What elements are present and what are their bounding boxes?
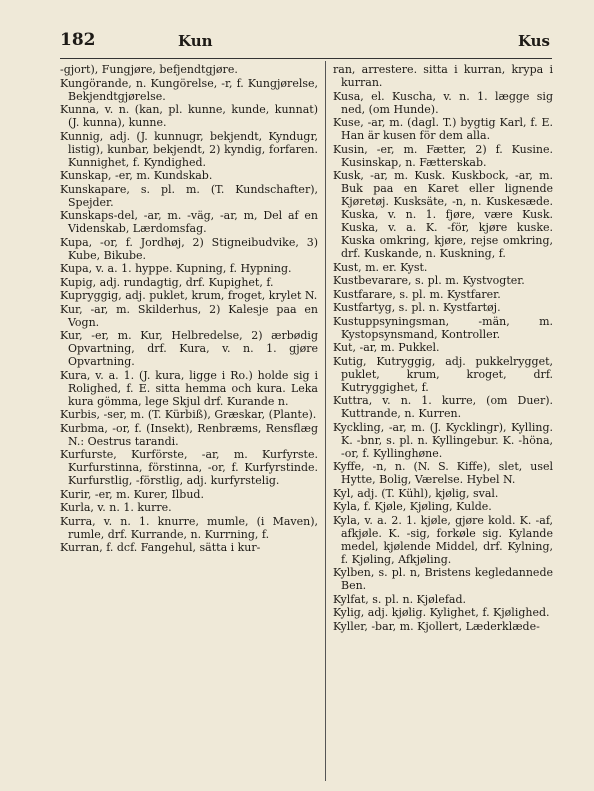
- dictionary-entry: Kylig, adj. kjølig. Kylighet, f. Kjølighed.: [333, 606, 550, 619]
- dictionary-entry: Kurbma, -or, f. (Insekt), Renbræms, Rensflæg N.: Oestrus tarandi.: [60, 421, 318, 448]
- dictionary-entry: Kustbevarare, s. pl. m. Kystvogter.: [333, 274, 525, 287]
- dictionary-entry: Kurbis, -ser, m. (T. Kürbiß), Græskar, (Plante).: [60, 408, 317, 421]
- dictionary-entry: Kusa, el. Kuscha, v. n. 1. lægge sig ned, (om Hunde).: [333, 89, 553, 116]
- dictionary-entry: Kuse, -ar, m. (dagl. T.) bygtig Karl, f. E. Han är kusen för dem alla.: [333, 116, 553, 142]
- dictionary-entry: Kupa, v. a. 1. hyppe. Kupning, f. Hypning.: [60, 262, 292, 275]
- page-number: 182: [60, 30, 96, 50]
- dictionary-entry: Kyl, adj. (T. Kühl), kjølig, sval.: [333, 486, 499, 500]
- dictionary-entry: Kurir, -er, m. Kurer, Ilbud.: [60, 487, 204, 501]
- dictionary-entry: Kur, -er, m. Kur, Helbredelse, 2) ærbødig Opvartning, drf. Kura, v. n. 1. gjøre Opvartning.: [60, 329, 318, 368]
- dictionary-entry: Kustfartyg, s. pl. n. Kystfartøj.: [333, 301, 501, 314]
- dictionary-entry: Kylben, s. pl. n, Bristens kegledannede Ben.: [333, 566, 553, 592]
- dictionary-entry: Kustuppsyningsman, -män, m. Kystopsynsmand, Kontroller.: [333, 314, 553, 341]
- dictionary-entry: Kyckling, -ar, m. (J. Kycklingr), Kylling. K. -bnr, s. pl. n. Kyllingebur. K. -höna, -or, f. Kyllinghøne.: [333, 420, 553, 460]
- dictionary-entry: Kupig, adj. rundagtig, drf. Kupighet, f.: [60, 275, 274, 289]
- dictionary-entry: Kut, -ar, m. Pukkel.: [333, 341, 440, 354]
- guide-word-left: Kun: [178, 32, 213, 50]
- dictionary-entry: Kunna, v. n. (kan, pl. kunne, kunde, kunnat) (J. kunna), kunne.: [60, 103, 318, 129]
- dictionary-entry: Kyffe, -n, n. (N. S. Kiffe), slet, usel Hytte, Bolig, Værelse. Hybel N.: [333, 460, 553, 486]
- dictionary-entry: Kunnig, adj. (J. kunnugr, bekjendt, Kyndugr, listig), kunbar, bekjendt, 2) kyndig, forfaren. Kunnighet, f. Kyndighed.: [60, 129, 318, 169]
- dictionary-entry: Kunskapare, s. pl. m. (T. Kundschafter), Spejder.: [60, 182, 318, 209]
- dictionary-entry: Kupa, -or, f. Jordhøj, 2) Stigneibudvike, 3) Kube, Bikube.: [60, 235, 318, 262]
- dictionary-entry: ran, arrestere. sitta i kurran, krypa i kurran.: [333, 63, 553, 89]
- header-rule: [60, 58, 552, 59]
- dictionary-entry: Kustfarare, s. pl. m. Kystfarer.: [333, 287, 501, 301]
- dictionary-entry: Kylfat, s. pl. n. Kjølefad.: [333, 592, 467, 606]
- page-header: [60, 30, 550, 54]
- dictionary-entry: Kur, -ar, m. Skilderhus, 2) Kalesje paa en Vogn.: [60, 302, 318, 329]
- dictionary-entry: Kuttra, v. n. 1. kurre, (om Duer). Kuttrande, n. Kurren.: [333, 394, 553, 420]
- dictionary-entry: Kura, v. a. 1. (J. kura, ligge i Ro.) holde sig i Rolighed, f. E. sitta hemma och kura. Leka kura gömma, lege Skjul drf. Kurande n.: [60, 368, 318, 408]
- column-divider: [325, 61, 326, 781]
- dictionary-entry: Kusin, -er, m. Fætter, 2) f. Kusine. Kusinskap, n. Fætterskab.: [333, 142, 553, 169]
- dictionary-entry: Kyla, v. a. 2. 1. kjøle, gjøre kold. K. -af, afkjøle. K. -sig, forkøle sig. Kylande medel, kjølende Middel, drf. Kylning, f. Kjøling, Afkjøling.: [333, 513, 553, 566]
- dictionary-entry: Kurfurste, Kurförste, -ar, m. Kurfyrste. Kurfurstinna, förstinna, -or, f. Kurfyrstinde. Kurfurstlig, -förstlig, adj. kurfyrstelig.: [60, 448, 318, 487]
- dictionary-entry: Kust, m. er. Kyst.: [333, 260, 428, 274]
- dictionary-entry: Kunskaps-del, -ar, m. -väg, -ar, m, Del af en Videnskab, Lærdomsfag.: [60, 209, 318, 235]
- dictionary-entry: Kyla, f. Kjøle, Kjøling, Kulde.: [333, 500, 492, 513]
- right-column: [333, 63, 553, 633]
- dictionary-entry: Kunskap, -er, m. Kundskab.: [60, 169, 213, 182]
- dictionary-entry: Kupryggig, adj. puklet, krum, froget, krylet N.: [60, 289, 318, 302]
- dictionary-entry: Kurra, v. n. 1. knurre, mumle, (i Maven), rumle, drf. Kurrande, n. Kurrning, f.: [60, 514, 318, 541]
- dictionary-entry: Kurla, v. n. 1. kurre.: [60, 501, 172, 514]
- left-column: [60, 63, 318, 555]
- dictionary-entry: -gjort), Fungjøre, befjendtgjøre.: [60, 63, 238, 76]
- dictionary-entry: Kutig, Kutryggig, adj. pukkelrygget, puklet, krum, kroget, drf. Kutryggighet, f.: [333, 354, 553, 394]
- dictionary-entry: Kungörande, n. Kungörelse, -r, f. Kungjørelse, Bekjendtgjørelse.: [60, 76, 318, 103]
- dictionary-entry: Kurran, f. dcf. Fangehul, sätta i kur-: [60, 541, 261, 554]
- guide-word-right: Kus: [517, 32, 550, 50]
- dictionary-entry: Kyller, -bar, m. Kjollert, Læderklæde-: [333, 619, 540, 633]
- dictionary-entry: Kusk, -ar, m. Kusk. Kuskbock, -ar, m. Buk paa en Karet eller lignende Kjøretøj. Kusksäte, -n, n. Kuskesæde. Kuska, v. n. 1. fjøre, være Kusk. Kuska, v. a. K. -för, kjøre kuske. Kuska omkring, kjøre, rejse omkring, drf. Kuskande, n. Kuskning, f.: [333, 169, 553, 260]
